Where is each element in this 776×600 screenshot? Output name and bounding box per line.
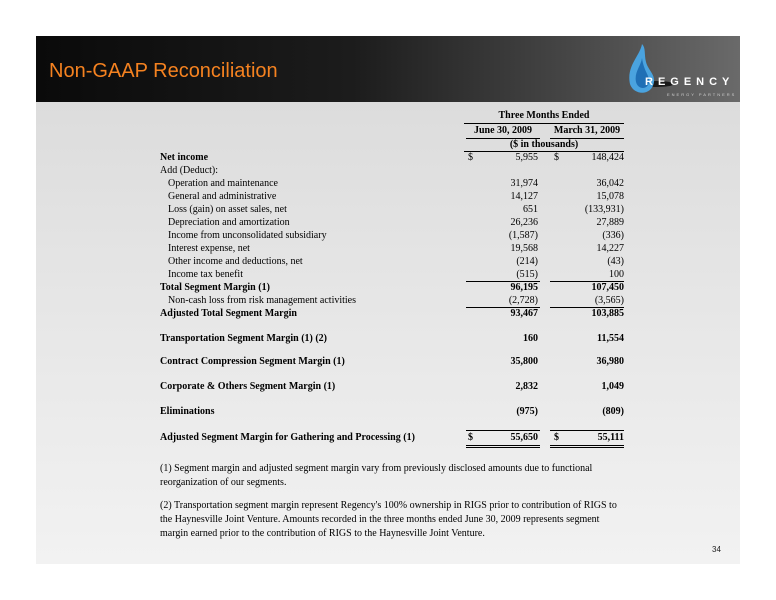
footnote-1: (1) Segment margin and adjusted segment margin vary from previously disclosed amounts due to functional reorganization of our segments.	[160, 463, 593, 488]
row-label: Non-cash loss from risk management activities	[168, 295, 357, 306]
row-col2-value: 103,885	[591, 308, 624, 319]
row-col2-value: 36,980	[596, 356, 624, 367]
row-label: Eliminations	[160, 406, 215, 417]
period-header-underline	[464, 123, 624, 124]
row-col2-value: 1,049	[601, 381, 624, 392]
row-label: Operation and maintenance	[168, 178, 278, 189]
row-label: Other income and deductions, net	[168, 256, 303, 267]
row-col1-currency: $	[468, 432, 473, 443]
row-col2-value: (43)	[607, 256, 624, 267]
col1-header: June 30, 2009	[473, 125, 533, 136]
row-col2-value: 15,078	[596, 191, 624, 202]
row-col1-value: 31,974	[510, 178, 538, 189]
page-number: 34	[712, 545, 721, 554]
double-rule	[466, 445, 540, 446]
row-label: Loss (gain) on asset sales, net	[168, 204, 287, 215]
period-header: Three Months Ended	[498, 110, 590, 121]
row-col2-value: 100	[609, 269, 624, 280]
footnote-2: (2) Transportation segment margin represent Regency's 100% ownership in RIGS prior to contribution of RIGS to the Haynesville Joint Venture. Amounts recorded in the three months ended June 30, 2009 represents segment margin earned prior to the contribution of RIGS to the Haynesville Joint Venture.	[160, 500, 617, 539]
row-col2-value: 36,042	[596, 178, 624, 189]
row-label: Income tax benefit	[168, 269, 243, 280]
logo-name: REGENCY	[645, 76, 735, 88]
col2-header: March 31, 2009	[553, 125, 621, 136]
row-col1-value: 5,955	[515, 152, 538, 163]
row-col1-value: 35,800	[510, 356, 538, 367]
page-title: Non-GAAP Reconciliation	[49, 60, 278, 82]
row-col1-value: (2,728)	[508, 295, 538, 306]
row-col2-value: (809)	[602, 406, 624, 417]
row-col1-value: 93,467	[510, 308, 538, 319]
double-rule	[550, 447, 624, 448]
row-col1-currency: $	[468, 152, 473, 163]
row-label: Income from unconsolidated subsidiary	[168, 230, 327, 241]
row-col2-value: 107,450	[591, 282, 624, 293]
row-col2-value: 11,554	[597, 333, 624, 344]
units-label: ($ in thousands)	[509, 139, 579, 150]
row-col1-value: 55,650	[510, 432, 538, 443]
row-label: Transportation Segment Margin (1) (2)	[160, 333, 328, 344]
row-col2-value: (133,931)	[584, 204, 624, 215]
double-rule	[550, 445, 624, 446]
row-label: Contract Compression Segment Margin (1)	[160, 356, 345, 367]
row-label: Adjusted Segment Margin for Gathering and Processing (1)	[160, 432, 415, 443]
row-col1-value: 2,832	[515, 381, 538, 392]
row-col2-value: 27,889	[596, 217, 624, 228]
row-label: Net income	[160, 152, 209, 163]
row-label: Corporate & Others Segment Margin (1)	[160, 381, 336, 392]
row-col1-value: 160	[523, 333, 538, 344]
row-col2-value: (3,565)	[594, 295, 624, 306]
row-col2-value: (336)	[602, 230, 624, 241]
row-label: Interest expense, net	[168, 243, 250, 254]
row-col1-value: 26,236	[510, 217, 538, 228]
total-rule	[550, 430, 624, 431]
row-col2-currency: $	[554, 432, 559, 443]
regency-logo-flame-icon	[622, 40, 737, 110]
row-label: Adjusted Total Segment Margin	[160, 308, 297, 319]
row-col1-value: 14,127	[510, 191, 538, 202]
row-label: Add (Deduct):	[160, 165, 219, 176]
logo-tagline: ENERGY PARTNERS	[667, 92, 737, 97]
row-col1-value: 651	[523, 204, 538, 215]
row-col2-currency: $	[554, 152, 559, 163]
row-label: Total Segment Margin (1)	[160, 282, 270, 293]
row-col1-value: (515)	[516, 269, 538, 280]
total-rule	[466, 430, 540, 431]
row-col2-value: 55,111	[597, 432, 624, 443]
row-label: Depreciation and amortization	[168, 217, 290, 228]
row-label: General and administrative	[168, 191, 277, 202]
row-col1-value: 96,195	[510, 282, 538, 293]
row-col2-value: 148,424	[591, 152, 624, 163]
row-col1-value: (1,587)	[508, 230, 538, 241]
row-col2-value: 14,227	[596, 243, 624, 254]
double-rule	[466, 447, 540, 448]
row-col1-value: (975)	[516, 406, 538, 417]
row-col1-value: (214)	[516, 256, 538, 267]
row-col1-value: 19,568	[510, 243, 538, 254]
